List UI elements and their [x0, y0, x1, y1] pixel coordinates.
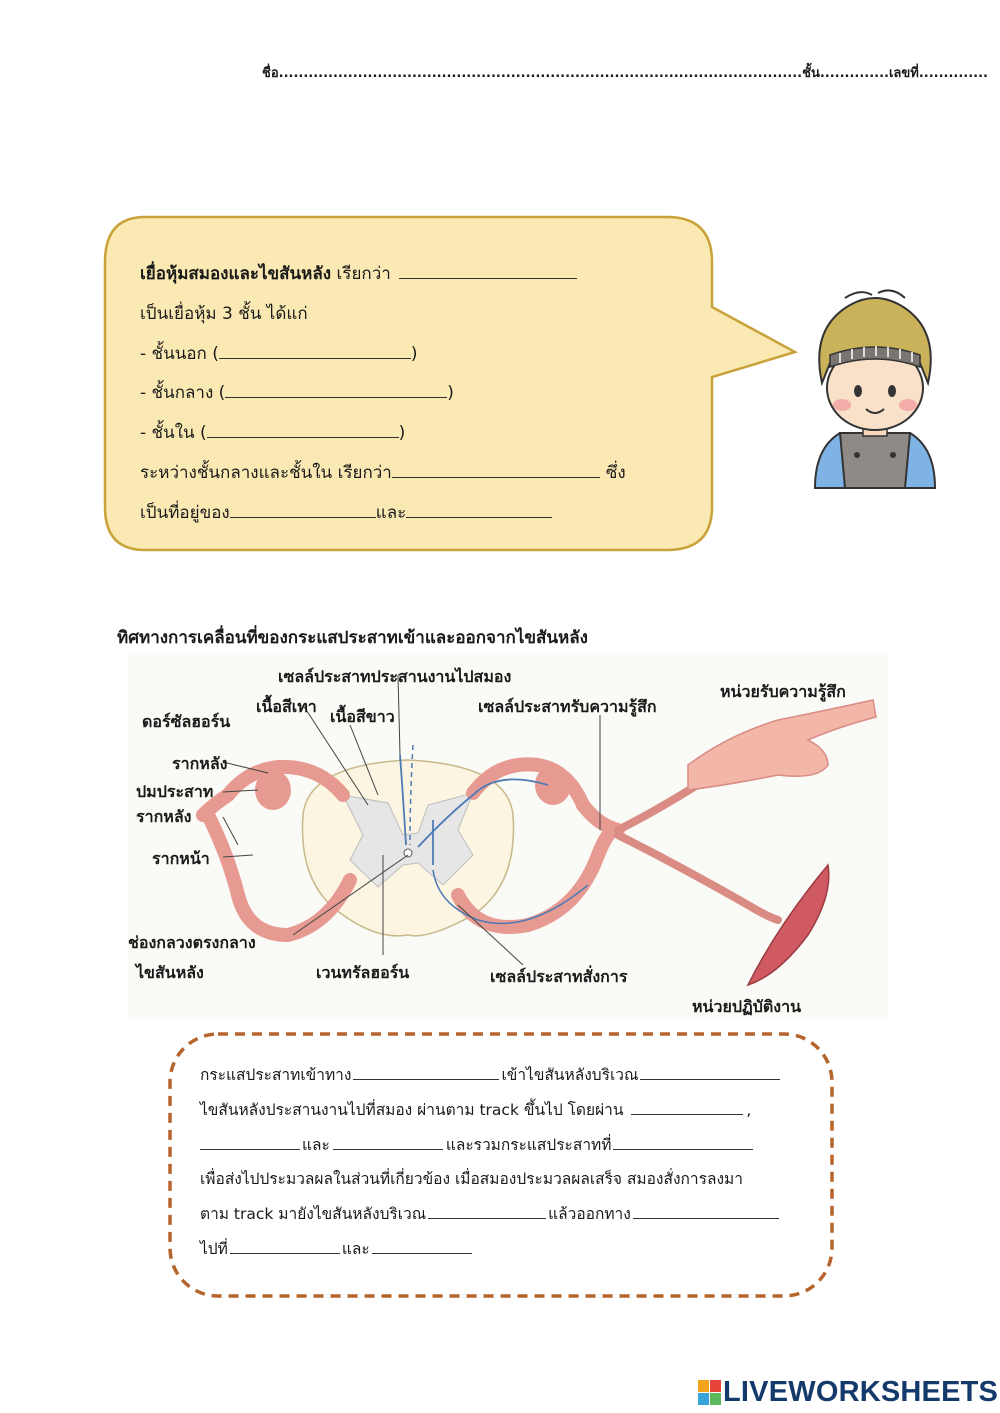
comma: ,	[746, 1100, 752, 1119]
nerve-impulse-questions	[200, 1058, 810, 1267]
exit-route-blank[interactable]	[633, 1202, 779, 1219]
class-label: ชั้น	[802, 66, 820, 81]
middle-layer-blank[interactable]	[225, 379, 447, 398]
via-blank-3[interactable]	[333, 1133, 443, 1150]
outer-layer-blank[interactable]	[219, 340, 411, 359]
target-blank-2[interactable]	[372, 1237, 472, 1254]
called-label: เรียกว่า	[331, 264, 391, 284]
spinal-cord-diagram	[128, 655, 888, 1020]
liveworksheets-icon	[697, 1378, 723, 1408]
and-label: และ	[341, 1239, 370, 1258]
box-line-6	[200, 1232, 810, 1267]
label-central-canal-line2: ไขสันหลัง	[136, 963, 204, 982]
close-paren: )	[398, 423, 406, 444]
via-blank-1[interactable]	[631, 1098, 743, 1115]
bubble-line-location	[140, 494, 700, 534]
enters-spinal-area-label: เข้าไขสันหลังบริเวณ	[501, 1066, 639, 1084]
location-blank-1[interactable]	[230, 499, 376, 518]
meninges-term: เยื่อหุ้มสมองและไขสันหลัง	[140, 264, 332, 284]
and-label: และ	[302, 1135, 330, 1154]
box-line-4: เพื่อส่งไปประมวลผลในส่วนที่เกี่ยวข้อง เมื่อสมองประมวลผลเสร็จ สมองสั่งการลงมา	[200, 1170, 743, 1189]
label-central-canal-line1: ช่องกลวงตรงกลาง	[128, 933, 256, 952]
box-line-5	[200, 1197, 810, 1232]
label-motor-neuron: เซลล์ประสาทสั่งการ	[490, 967, 628, 986]
inner-layer-label: - ชั้นใน (	[140, 423, 207, 444]
number-dots[interactable]: ..............	[918, 66, 988, 81]
location-label: เป็นที่อยู่ของ	[140, 502, 230, 523]
student-info-header	[262, 62, 988, 83]
descending-track-label: ตาม track มายังไขสันหลังบริเวณ	[200, 1205, 427, 1224]
entry-route-blank[interactable]	[353, 1063, 499, 1080]
bubble-line-inner	[140, 414, 700, 454]
goes-to-label: ไปที่	[200, 1239, 228, 1258]
exit-via-label: แล้วออกทาง	[548, 1205, 631, 1224]
label-ganglion-line1: ปมประสาท	[136, 782, 214, 801]
close-paren: )	[447, 383, 454, 404]
bubble-line-outer	[140, 335, 700, 375]
label-effector: หน่วยปฏิบัติงาน	[692, 997, 802, 1016]
label-receptor: หน่วยรับความรู้สึก	[720, 682, 846, 701]
outer-layer-label: - ชั้นนอก (	[140, 343, 219, 364]
which-label: ซึ่ง	[605, 462, 626, 483]
label-ventral-horn: เวนทรัลฮอร์น	[316, 963, 410, 982]
meninges-questions	[140, 255, 700, 534]
between-layer-blank[interactable]	[392, 459, 600, 478]
spinal-area-blank[interactable]	[640, 1063, 780, 1080]
label-sensory-neuron: เซลล์ประสาทรับความรู้สึก	[478, 697, 657, 716]
middle-layer-label: - ชั้นกลาง (	[140, 383, 226, 404]
label-ventral-root: รากหน้า	[152, 849, 210, 868]
combine-impulse-label: และรวมกระแสประสาทที่	[445, 1135, 612, 1154]
class-dots[interactable]: ..............	[819, 66, 889, 81]
via-blank-2[interactable]	[200, 1133, 300, 1150]
combine-site-blank[interactable]	[613, 1133, 753, 1150]
location-blank-2[interactable]	[406, 499, 552, 518]
box-line-2	[200, 1093, 810, 1128]
label-interneuron: เซลล์ประสาทประสานงานไปสมอง	[278, 667, 512, 686]
section-title: ทิศทางการเคลื่อนที่ของกระแสประสาทเข้าและออกจากไขสันหลัง	[117, 628, 588, 648]
meninges-name-blank[interactable]	[399, 260, 577, 279]
ascending-track-label: ไขสันหลังประสานงานไปที่สมอง ผ่านตาม track ขึ้นไป โดยผ่าน	[200, 1100, 624, 1119]
bubble-line-between	[140, 454, 700, 494]
bubble-line-middle	[140, 374, 700, 414]
bubble-line-2: เป็นเยื่อหุ้ม 3 ชั้น ได้แก่	[140, 303, 308, 324]
and-label: และ	[375, 502, 407, 523]
target-blank-1[interactable]	[230, 1237, 340, 1254]
label-white-matter: เนื้อสีขาว	[330, 707, 395, 726]
box-line-3	[200, 1128, 810, 1163]
number-label: เลขที่	[888, 66, 919, 81]
logo-text: LIVEWORKSHEETS	[723, 1376, 999, 1408]
name-label: ชื่อ	[262, 66, 279, 81]
impulse-enters-label: กระแสประสาทเข้าทาง	[200, 1066, 352, 1084]
label-dorsal-root: รากหลัง	[172, 754, 228, 773]
label-gray-matter: เนื้อสีเทา	[256, 697, 317, 716]
name-dots[interactable]: ..........................................................................................................	[278, 66, 803, 81]
boy-illustration	[800, 283, 950, 493]
liveworksheets-logo[interactable]	[697, 1376, 998, 1409]
between-layer-label: ระหว่างชั้นกลางและชั้นใน เรียกว่า	[140, 462, 392, 483]
descending-area-blank[interactable]	[428, 1202, 546, 1219]
bubble-line-1	[140, 255, 700, 295]
close-paren: )	[410, 343, 418, 364]
inner-layer-blank[interactable]	[207, 419, 399, 438]
label-dorsal-horn: ดอร์ซัลฮอร์น	[142, 712, 231, 731]
box-line-1	[200, 1058, 810, 1093]
label-ganglion-line2: รากหลัง	[136, 807, 192, 826]
